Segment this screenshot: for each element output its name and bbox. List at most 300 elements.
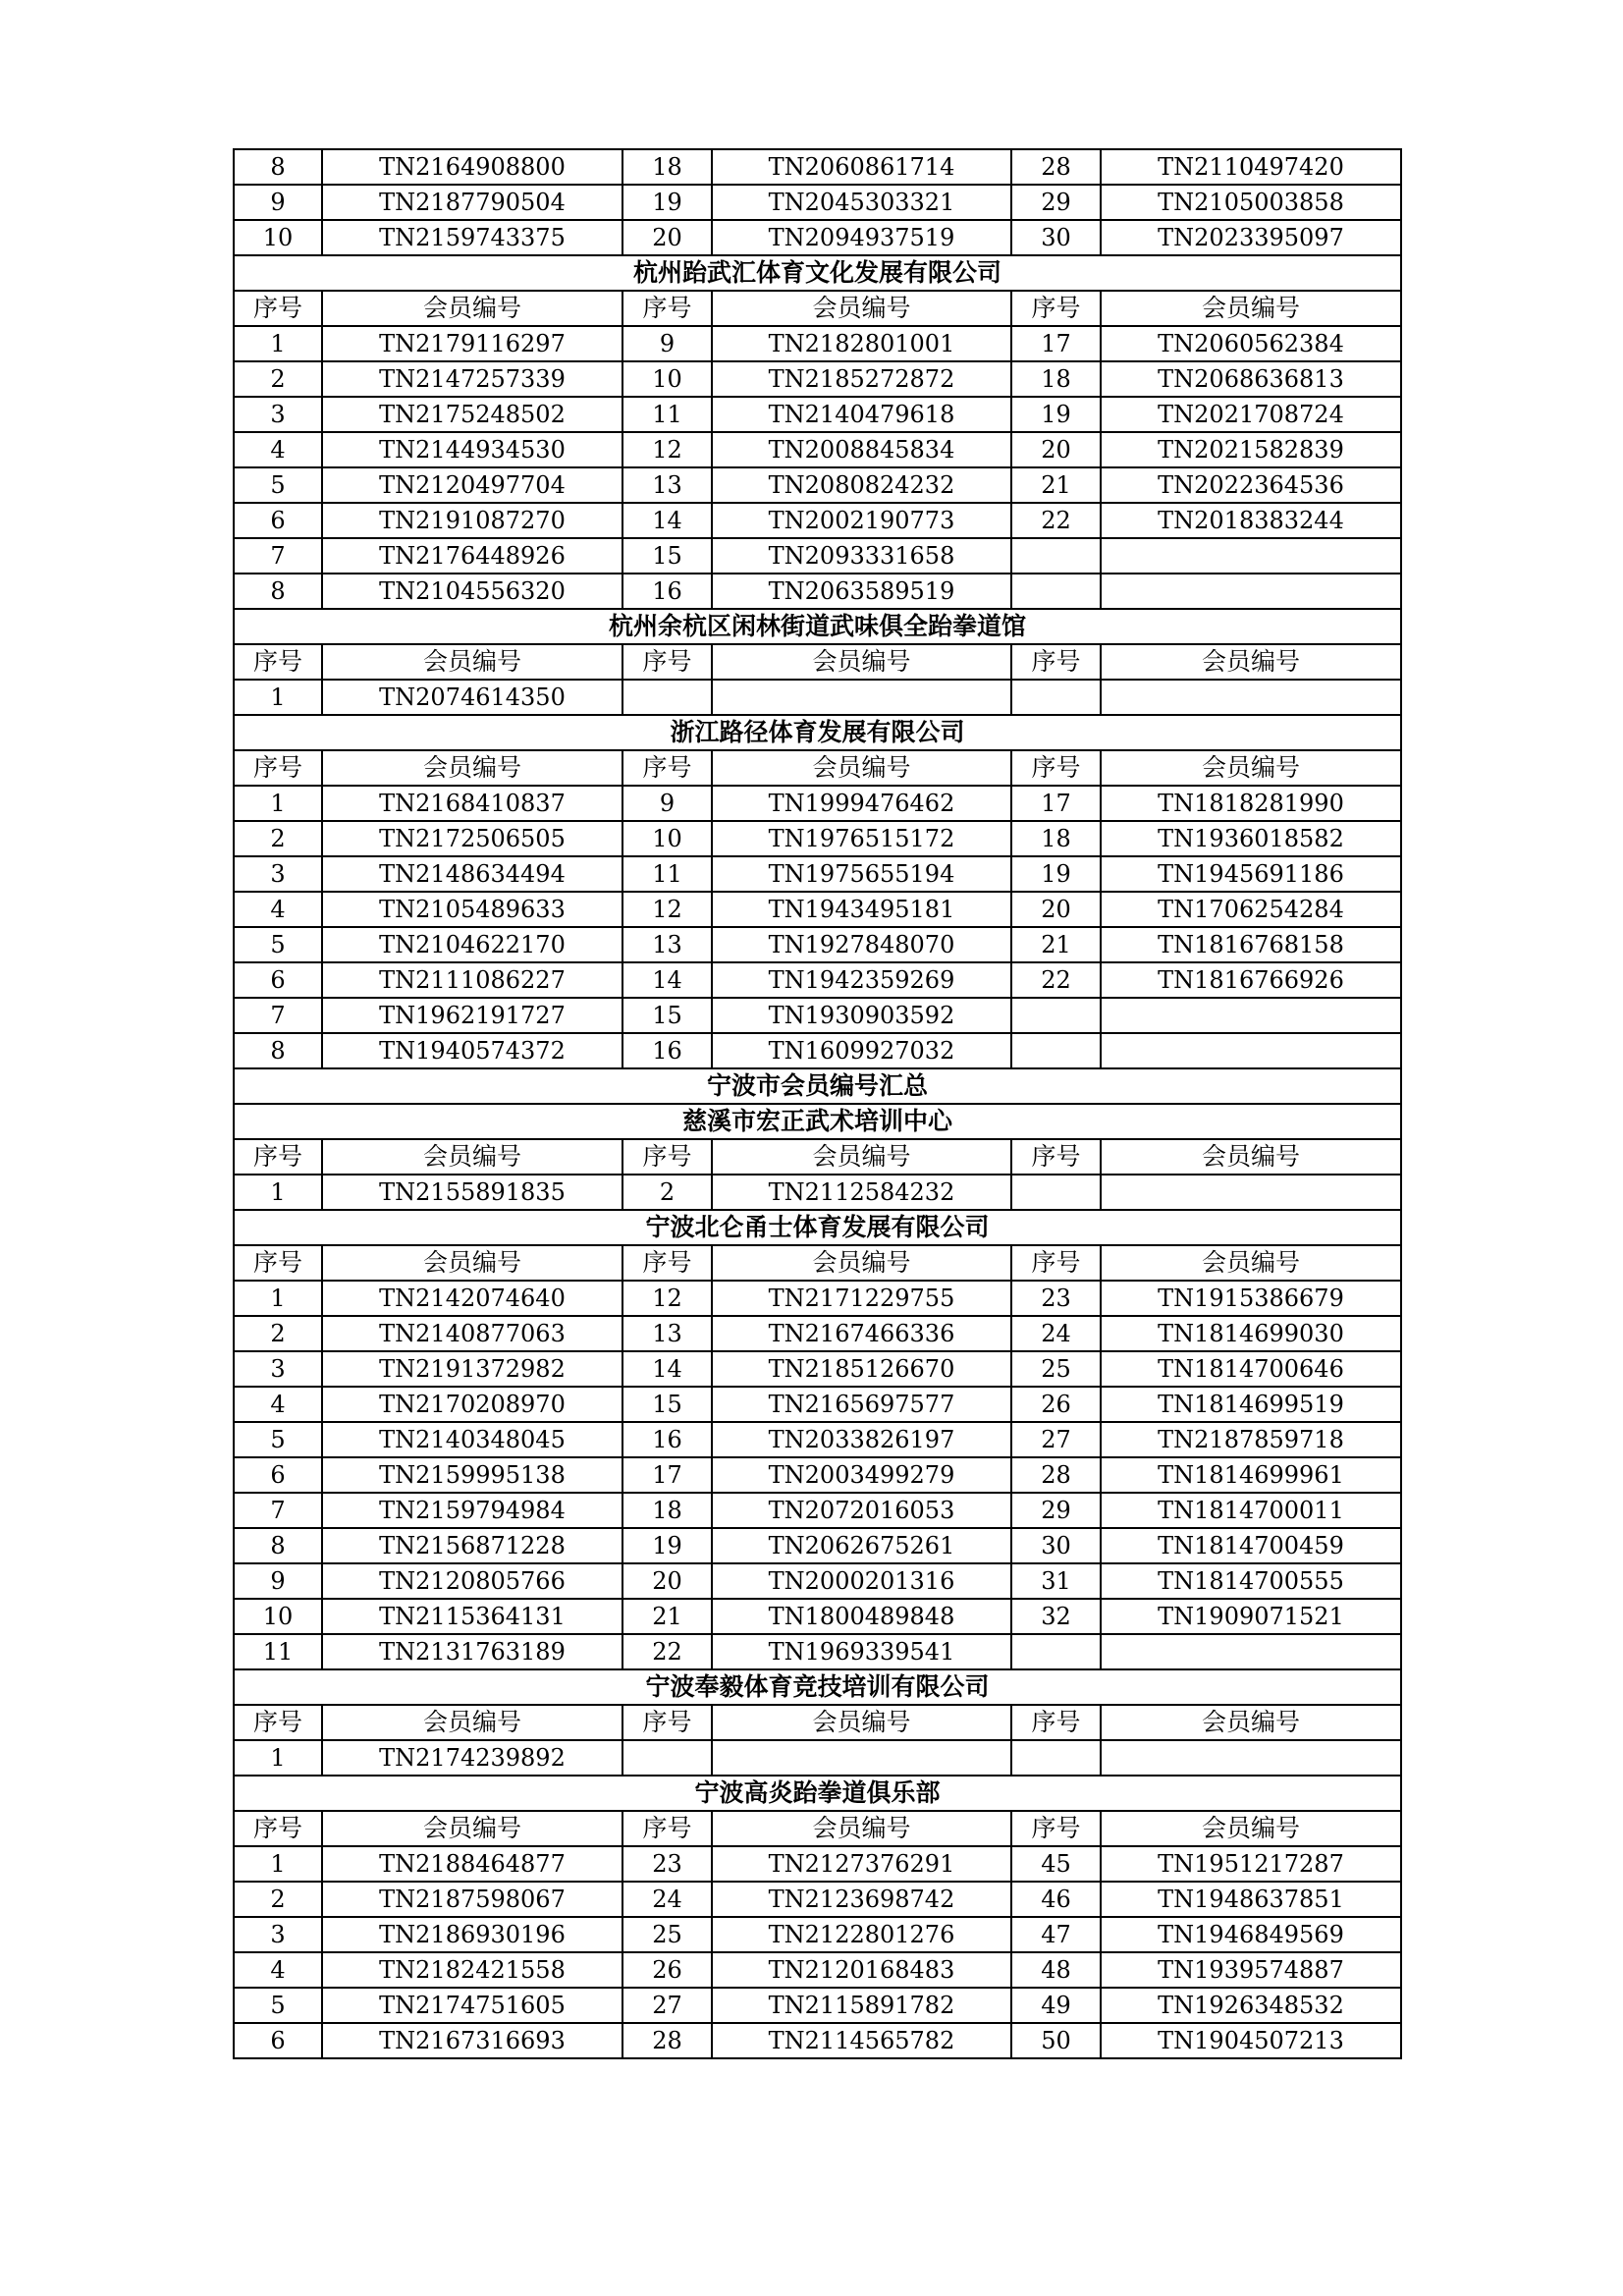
seq-cell: 20: [622, 220, 712, 255]
column-header-row: [234, 750, 1401, 786]
section-title-row: [234, 1210, 1401, 1245]
seq-cell: 27: [1011, 1422, 1101, 1457]
member-id-cell: TN1948637851: [1101, 1882, 1401, 1917]
member-id-cell: TN2174239892: [322, 1740, 622, 1776]
seq-cell: 1: [234, 680, 322, 715]
seq-cell: 9: [234, 1563, 322, 1599]
seq-header: 序号: [234, 291, 322, 326]
member-id-cell: TN2008845834: [712, 432, 1011, 467]
table-row: [234, 467, 1401, 503]
seq-cell: 24: [1011, 1316, 1101, 1351]
seq-cell: 47: [1011, 1917, 1101, 1952]
column-header-row: [234, 291, 1401, 326]
member-id-cell: [1101, 1175, 1401, 1210]
seq-cell: [1011, 1740, 1101, 1776]
seq-cell: 31: [1011, 1563, 1101, 1599]
seq-cell: 5: [234, 1988, 322, 2023]
member-id-header: 会员编号: [1101, 1811, 1401, 1846]
column-header-row: [234, 1811, 1401, 1846]
member-id-cell: TN2165697577: [712, 1387, 1011, 1422]
seq-cell: 2: [234, 1882, 322, 1917]
seq-cell: 13: [622, 467, 712, 503]
table-row: [234, 1599, 1401, 1634]
seq-cell: 2: [234, 361, 322, 397]
seq-header: 序号: [1011, 750, 1101, 786]
section-title-row: [234, 1104, 1401, 1139]
table-row: [234, 927, 1401, 962]
section-title-row: [234, 1776, 1401, 1811]
member-id-cell: TN1951217287: [1101, 1846, 1401, 1882]
seq-cell: 12: [622, 432, 712, 467]
seq-cell: 14: [622, 1351, 712, 1387]
seq-header: 序号: [1011, 1811, 1101, 1846]
seq-cell: 15: [622, 1387, 712, 1422]
member-id-cell: TN1818281990: [1101, 786, 1401, 821]
seq-cell: [1011, 998, 1101, 1033]
seq-cell: 8: [234, 1033, 322, 1068]
member-id-table: [233, 148, 1402, 2059]
seq-cell: 4: [234, 432, 322, 467]
seq-cell: 10: [234, 1599, 322, 1634]
seq-cell: 21: [622, 1599, 712, 1634]
seq-header: 序号: [234, 1245, 322, 1281]
member-id-cell: [1101, 574, 1401, 609]
seq-cell: 8: [234, 149, 322, 185]
table-row: [234, 1422, 1401, 1457]
member-id-cell: TN1943495181: [712, 892, 1011, 927]
member-id-cell: TN2185126670: [712, 1351, 1011, 1387]
member-id-cell: TN2185272872: [712, 361, 1011, 397]
member-id-cell: TN2094937519: [712, 220, 1011, 255]
member-id-cell: TN1800489848: [712, 1599, 1011, 1634]
seq-header: 序号: [1011, 1705, 1101, 1740]
seq-cell: 13: [622, 927, 712, 962]
member-id-header: 会员编号: [322, 1245, 622, 1281]
section-title: 慈溪市宏正武术培训中心: [234, 1104, 1401, 1139]
table-row: [234, 1846, 1401, 1882]
member-id-header: 会员编号: [712, 1139, 1011, 1175]
seq-cell: 12: [622, 1281, 712, 1316]
section-title: 宁波奉毅体育竞技培训有限公司: [234, 1669, 1401, 1705]
seq-cell: [622, 1740, 712, 1776]
section-title-row: [234, 715, 1401, 750]
seq-cell: 21: [1011, 467, 1101, 503]
member-id-cell: [1101, 1740, 1401, 1776]
table-row: [234, 1351, 1401, 1387]
column-header-row: [234, 1245, 1401, 1281]
member-id-cell: [1101, 538, 1401, 574]
member-id-cell: [1101, 1634, 1401, 1669]
member-id-cell: TN2156871228: [322, 1528, 622, 1563]
member-id-cell: TN2167316693: [322, 2023, 622, 2058]
member-id-cell: TN2159794984: [322, 1493, 622, 1528]
member-id-cell: TN2023395097: [1101, 220, 1401, 255]
seq-cell: 18: [1011, 361, 1101, 397]
member-id-header: 会员编号: [1101, 291, 1401, 326]
member-id-cell: TN2002190773: [712, 503, 1011, 538]
seq-cell: 48: [1011, 1952, 1101, 1988]
member-id-header: 会员编号: [322, 1139, 622, 1175]
seq-cell: 2: [234, 1316, 322, 1351]
seq-cell: 9: [622, 786, 712, 821]
table-row: [234, 220, 1401, 255]
member-id-cell: TN2174751605: [322, 1988, 622, 2023]
seq-cell: 3: [234, 397, 322, 432]
member-id-cell: TN2104622170: [322, 927, 622, 962]
member-id-cell: TN2120497704: [322, 467, 622, 503]
member-id-header: 会员编号: [712, 291, 1011, 326]
table-row: [234, 1493, 1401, 1528]
member-id-header: 会员编号: [322, 1811, 622, 1846]
member-id-cell: TN2140348045: [322, 1422, 622, 1457]
seq-cell: 22: [1011, 962, 1101, 998]
member-id-cell: [1101, 998, 1401, 1033]
seq-cell: 49: [1011, 1988, 1101, 2023]
section-title: 宁波北仑甬士体育发展有限公司: [234, 1210, 1401, 1245]
seq-header: 序号: [622, 1245, 712, 1281]
table-row: [234, 1528, 1401, 1563]
seq-cell: [1011, 574, 1101, 609]
member-id-cell: TN1946849569: [1101, 1917, 1401, 1952]
member-id-cell: TN2186930196: [322, 1917, 622, 1952]
member-id-header: 会员编号: [1101, 750, 1401, 786]
member-id-cell: [712, 680, 1011, 715]
member-id-cell: TN2080824232: [712, 467, 1011, 503]
seq-cell: 7: [234, 538, 322, 574]
seq-cell: 46: [1011, 1882, 1101, 1917]
seq-cell: [1011, 538, 1101, 574]
seq-header: 序号: [234, 1811, 322, 1846]
seq-cell: 6: [234, 503, 322, 538]
seq-cell: 26: [622, 1952, 712, 1988]
member-id-header: 会员编号: [712, 750, 1011, 786]
member-id-cell: TN2191087270: [322, 503, 622, 538]
table-row: [234, 892, 1401, 927]
section-title: 杭州余杭区闲林街道武味俱全跆拳道馆: [234, 609, 1401, 644]
seq-cell: 23: [1011, 1281, 1101, 1316]
seq-cell: 45: [1011, 1846, 1101, 1882]
table-row: [234, 821, 1401, 856]
member-id-cell: TN2176448926: [322, 538, 622, 574]
table-row: [234, 326, 1401, 361]
section-title-row: [234, 609, 1401, 644]
seq-cell: 1: [234, 786, 322, 821]
member-id-cell: TN2148634494: [322, 856, 622, 892]
seq-cell: 16: [622, 1422, 712, 1457]
seq-cell: 29: [1011, 1493, 1101, 1528]
member-id-cell: TN1609927032: [712, 1033, 1011, 1068]
table-body: [234, 149, 1401, 2058]
seq-cell: 3: [234, 856, 322, 892]
member-id-cell: TN2045303321: [712, 185, 1011, 220]
member-id-cell: TN2112584232: [712, 1175, 1011, 1210]
seq-cell: 6: [234, 2023, 322, 2058]
member-id-cell: TN1942359269: [712, 962, 1011, 998]
seq-cell: 28: [1011, 1457, 1101, 1493]
member-id-header: 会员编号: [1101, 1139, 1401, 1175]
seq-cell: 6: [234, 1457, 322, 1493]
seq-cell: 17: [622, 1457, 712, 1493]
seq-cell: 3: [234, 1351, 322, 1387]
member-id-cell: TN2120805766: [322, 1563, 622, 1599]
seq-cell: 9: [234, 185, 322, 220]
seq-cell: 15: [622, 538, 712, 574]
seq-cell: 7: [234, 1493, 322, 1528]
member-id-cell: TN2127376291: [712, 1846, 1011, 1882]
seq-cell: 1: [234, 1175, 322, 1210]
seq-cell: 22: [622, 1634, 712, 1669]
member-id-cell: TN2188464877: [322, 1846, 622, 1882]
member-id-cell: TN1814700459: [1101, 1528, 1401, 1563]
member-id-cell: TN2018383244: [1101, 503, 1401, 538]
member-id-cell: TN1939574887: [1101, 1952, 1401, 1988]
seq-cell: 18: [622, 1493, 712, 1528]
seq-cell: 20: [1011, 432, 1101, 467]
seq-cell: 10: [234, 220, 322, 255]
seq-cell: 5: [234, 1422, 322, 1457]
member-id-cell: TN1814699961: [1101, 1457, 1401, 1493]
member-id-header: 会员编号: [322, 644, 622, 680]
member-id-cell: [1101, 1033, 1401, 1068]
seq-header: 序号: [234, 644, 322, 680]
seq-cell: 27: [622, 1988, 712, 2023]
seq-cell: 16: [622, 1033, 712, 1068]
seq-header: 序号: [622, 1705, 712, 1740]
section-title: 浙江路径体育发展有限公司: [234, 715, 1401, 750]
seq-cell: 18: [622, 149, 712, 185]
table-row: [234, 1882, 1401, 1917]
seq-header: 序号: [622, 1139, 712, 1175]
table-row: [234, 2023, 1401, 2058]
member-id-cell: TN1816768158: [1101, 927, 1401, 962]
table-row: [234, 149, 1401, 185]
seq-cell: 19: [1011, 397, 1101, 432]
member-id-cell: TN2123698742: [712, 1882, 1011, 1917]
table-row: [234, 503, 1401, 538]
table-row: [234, 538, 1401, 574]
table-row: [234, 185, 1401, 220]
member-id-cell: TN1930903592: [712, 998, 1011, 1033]
seq-header: 序号: [234, 1705, 322, 1740]
table-row: [234, 1175, 1401, 1210]
column-header-row: [234, 1139, 1401, 1175]
seq-cell: 20: [1011, 892, 1101, 927]
seq-header: 序号: [1011, 644, 1101, 680]
seq-cell: 28: [1011, 149, 1101, 185]
seq-cell: [1011, 1033, 1101, 1068]
seq-cell: 17: [1011, 326, 1101, 361]
seq-cell: 5: [234, 467, 322, 503]
table-row: [234, 1387, 1401, 1422]
member-id-cell: TN1945691186: [1101, 856, 1401, 892]
seq-header: 序号: [1011, 1139, 1101, 1175]
member-id-cell: TN1706254284: [1101, 892, 1401, 927]
member-id-cell: TN2122801276: [712, 1917, 1011, 1952]
table-row: [234, 1457, 1401, 1493]
member-id-cell: TN2182801001: [712, 326, 1011, 361]
seq-cell: 9: [622, 326, 712, 361]
table-row: [234, 786, 1401, 821]
member-id-cell: TN2074614350: [322, 680, 622, 715]
member-id-cell: [712, 1740, 1011, 1776]
member-id-cell: TN2164908800: [322, 149, 622, 185]
seq-cell: 11: [622, 856, 712, 892]
member-id-cell: TN1926348532: [1101, 1988, 1401, 2023]
table-row: [234, 856, 1401, 892]
seq-cell: 32: [1011, 1599, 1101, 1634]
member-id-cell: TN2115364131: [322, 1599, 622, 1634]
member-id-cell: TN2060562384: [1101, 326, 1401, 361]
table-row: [234, 574, 1401, 609]
seq-cell: 11: [234, 1634, 322, 1669]
seq-cell: 17: [1011, 786, 1101, 821]
table-row: [234, 998, 1401, 1033]
section-title: 宁波高炎跆拳道俱乐部: [234, 1776, 1401, 1811]
member-id-cell: TN1909071521: [1101, 1599, 1401, 1634]
seq-cell: 11: [622, 397, 712, 432]
member-id-cell: TN2187859718: [1101, 1422, 1401, 1457]
seq-header: 序号: [234, 750, 322, 786]
table-row: [234, 680, 1401, 715]
member-id-cell: TN2140479618: [712, 397, 1011, 432]
member-id-cell: TN2170208970: [322, 1387, 622, 1422]
member-id-cell: TN2155891835: [322, 1175, 622, 1210]
member-id-cell: TN2182421558: [322, 1952, 622, 1988]
member-id-cell: TN2172506505: [322, 821, 622, 856]
member-id-cell: [1101, 680, 1401, 715]
member-id-cell: TN2104556320: [322, 574, 622, 609]
seq-header: 序号: [622, 750, 712, 786]
seq-header: 序号: [234, 1139, 322, 1175]
member-id-cell: TN2144934530: [322, 432, 622, 467]
member-id-cell: TN2140877063: [322, 1316, 622, 1351]
seq-cell: 4: [234, 1387, 322, 1422]
seq-cell: 10: [622, 821, 712, 856]
section-title: 宁波市会员编号汇总: [234, 1068, 1401, 1104]
seq-cell: 30: [1011, 220, 1101, 255]
seq-cell: 1: [234, 1740, 322, 1776]
member-id-cell: TN2171229755: [712, 1281, 1011, 1316]
member-id-cell: TN1975655194: [712, 856, 1011, 892]
member-id-cell: TN1814700646: [1101, 1351, 1401, 1387]
seq-cell: 8: [234, 574, 322, 609]
seq-cell: 14: [622, 503, 712, 538]
seq-cell: 20: [622, 1563, 712, 1599]
seq-header: 序号: [622, 1811, 712, 1846]
table-row: [234, 1740, 1401, 1776]
table-row: [234, 962, 1401, 998]
seq-cell: 16: [622, 574, 712, 609]
seq-cell: 19: [622, 185, 712, 220]
member-id-cell: TN2068636813: [1101, 361, 1401, 397]
seq-cell: 19: [1011, 856, 1101, 892]
member-id-header: 会员编号: [712, 1705, 1011, 1740]
seq-cell: 1: [234, 1846, 322, 1882]
seq-cell: 22: [1011, 503, 1101, 538]
seq-cell: 4: [234, 1952, 322, 1988]
member-id-cell: TN1962191727: [322, 998, 622, 1033]
section-title-row: [234, 1068, 1401, 1104]
seq-cell: 29: [1011, 185, 1101, 220]
seq-cell: 18: [1011, 821, 1101, 856]
table-row: [234, 1281, 1401, 1316]
member-id-header: 会员编号: [322, 750, 622, 786]
member-id-cell: TN2159743375: [322, 220, 622, 255]
table-row: [234, 1917, 1401, 1952]
member-id-header: 会员编号: [1101, 644, 1401, 680]
member-id-header: 会员编号: [1101, 1705, 1401, 1740]
member-id-cell: TN2003499279: [712, 1457, 1011, 1493]
member-id-cell: TN2168410837: [322, 786, 622, 821]
member-id-cell: TN1940574372: [322, 1033, 622, 1068]
seq-header: 序号: [1011, 1245, 1101, 1281]
seq-cell: 4: [234, 892, 322, 927]
seq-cell: 1: [234, 1281, 322, 1316]
seq-cell: 12: [622, 892, 712, 927]
member-id-cell: TN1915386679: [1101, 1281, 1401, 1316]
seq-cell: 21: [1011, 927, 1101, 962]
member-id-cell: TN2142074640: [322, 1281, 622, 1316]
seq-header: 序号: [622, 291, 712, 326]
member-id-header: 会员编号: [712, 644, 1011, 680]
table-row: [234, 1988, 1401, 2023]
member-id-cell: TN2159995138: [322, 1457, 622, 1493]
seq-header: 序号: [1011, 291, 1101, 326]
member-id-cell: TN1816766926: [1101, 962, 1401, 998]
member-id-cell: TN2120168483: [712, 1952, 1011, 1988]
member-id-cell: TN2175248502: [322, 397, 622, 432]
column-header-row: [234, 644, 1401, 680]
seq-cell: [1011, 1634, 1101, 1669]
table-row: [234, 1316, 1401, 1351]
member-id-cell: TN2060861714: [712, 149, 1011, 185]
member-id-cell: TN2115891782: [712, 1988, 1011, 2023]
table-row: [234, 1563, 1401, 1599]
seq-header: 序号: [622, 644, 712, 680]
seq-cell: 15: [622, 998, 712, 1033]
member-id-cell: TN1936018582: [1101, 821, 1401, 856]
member-id-header: 会员编号: [322, 1705, 622, 1740]
section-title: 杭州跆武汇体育文化发展有限公司: [234, 255, 1401, 291]
seq-cell: 26: [1011, 1387, 1101, 1422]
member-id-cell: TN2110497420: [1101, 149, 1401, 185]
member-id-cell: TN2147257339: [322, 361, 622, 397]
table-row: [234, 1952, 1401, 1988]
seq-cell: 8: [234, 1528, 322, 1563]
member-id-cell: TN1969339541: [712, 1634, 1011, 1669]
member-id-cell: TN2105489633: [322, 892, 622, 927]
member-id-cell: TN1814699519: [1101, 1387, 1401, 1422]
column-header-row: [234, 1705, 1401, 1740]
table-row: [234, 397, 1401, 432]
member-id-cell: TN2167466336: [712, 1316, 1011, 1351]
section-title-row: [234, 255, 1401, 291]
member-id-header: 会员编号: [1101, 1245, 1401, 1281]
seq-cell: 2: [622, 1175, 712, 1210]
table-row: [234, 361, 1401, 397]
seq-cell: 28: [622, 2023, 712, 2058]
member-id-cell: TN2062675261: [712, 1528, 1011, 1563]
member-id-cell: TN2105003858: [1101, 185, 1401, 220]
seq-cell: 25: [1011, 1351, 1101, 1387]
seq-cell: 50: [1011, 2023, 1101, 2058]
member-id-header: 会员编号: [712, 1245, 1011, 1281]
member-id-cell: TN2187598067: [322, 1882, 622, 1917]
member-id-cell: TN2179116297: [322, 326, 622, 361]
member-id-cell: TN2033826197: [712, 1422, 1011, 1457]
member-id-cell: TN1904507213: [1101, 2023, 1401, 2058]
seq-cell: 24: [622, 1882, 712, 1917]
